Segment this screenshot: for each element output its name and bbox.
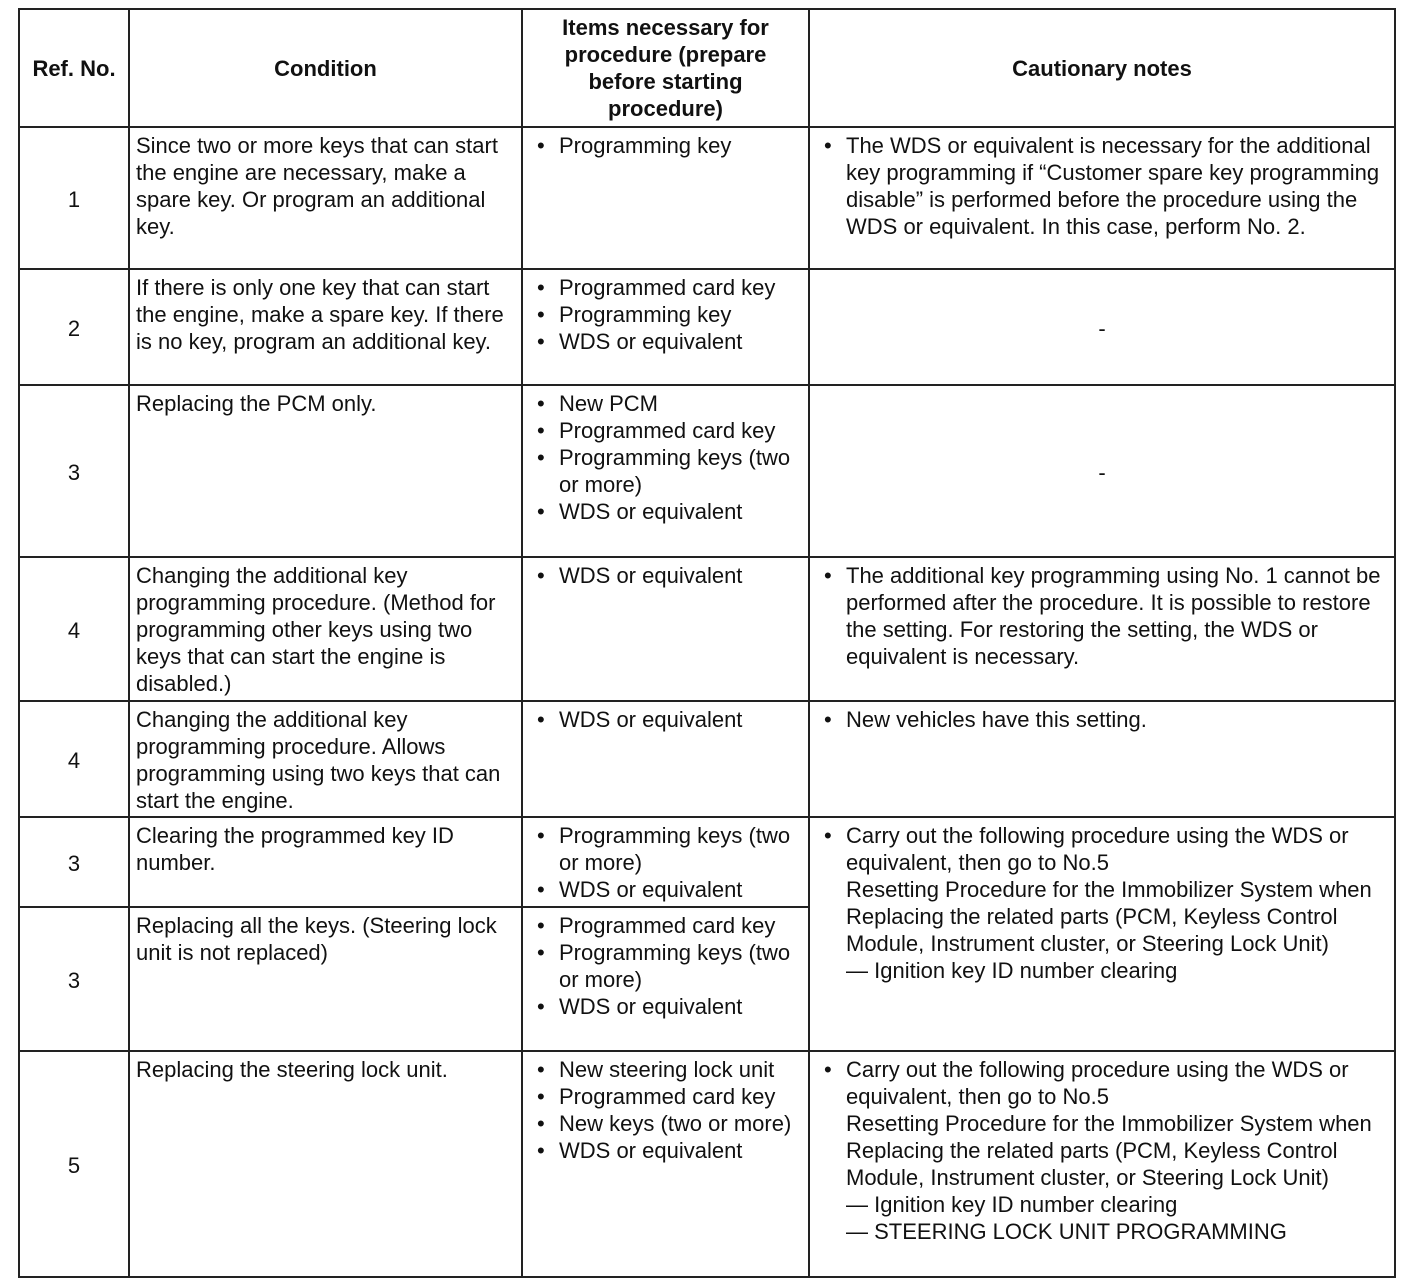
header-items: Items necessary for procedure (prepare before starting procedure) bbox=[522, 9, 809, 127]
list-item: • Programming keys (two or more) bbox=[529, 939, 802, 993]
header-condition: Condition bbox=[129, 9, 522, 127]
ref-no-cell: 3 bbox=[19, 907, 129, 1051]
items-cell bbox=[522, 127, 809, 269]
notes-cell: - bbox=[809, 269, 1395, 385]
list-item: • New PCM bbox=[529, 390, 802, 417]
notes-cell bbox=[809, 1051, 1395, 1277]
condition-cell: Since two or more keys that can start the engine are necessary, make a spare key. Or program an additional key. bbox=[129, 127, 522, 269]
notes-cell: - bbox=[809, 385, 1395, 557]
table-row bbox=[19, 127, 1395, 269]
list-item: • New vehicles have this setting. bbox=[816, 706, 1388, 733]
condition-cell: Replacing the steering lock unit. bbox=[129, 1051, 522, 1277]
condition-cell: If there is only one key that can start the engine, make a spare key. If there is no key, program an additional key. bbox=[129, 269, 522, 385]
note-line: Resetting Procedure for the Immobilizer System when Replacing the related parts (PCM, Keyless Control Module, Instrument cluster, or Steering Lock Unit) bbox=[846, 1111, 1372, 1190]
list-item: • Programmed card key bbox=[529, 912, 802, 939]
items-cell bbox=[522, 817, 809, 907]
ref-no-cell: 4 bbox=[19, 701, 129, 817]
list-item: • The WDS or equivalent is necessary for the additional key programming if “Customer spare key programming disable” is performed before the procedure using the WDS or equivalent. In this case, perform No. 2. bbox=[816, 132, 1388, 240]
ref-no-cell: 3 bbox=[19, 817, 129, 907]
list-item: • WDS or equivalent bbox=[529, 498, 802, 525]
note-line: Resetting Procedure for the Immobilizer System when Replacing the related parts (PCM, Keyless Control Module, Instrument cluster, or Steering Lock Unit) bbox=[846, 877, 1372, 956]
list-item: • WDS or equivalent bbox=[529, 328, 802, 355]
list-item: • Programmed card key bbox=[529, 417, 802, 444]
table-row bbox=[19, 701, 1395, 817]
list-item: • New steering lock unit bbox=[529, 1056, 802, 1083]
items-cell bbox=[522, 269, 809, 385]
notes-cell bbox=[809, 701, 1395, 817]
list-item: • The additional key programming using No. 1 cannot be performed after the procedure. It is possible to restore the setting. For restoring the setting, the WDS or equivalent is necessary. bbox=[816, 562, 1388, 670]
notes-cell bbox=[809, 557, 1395, 701]
note-line: — Ignition key ID number clearing bbox=[846, 1192, 1178, 1217]
items-cell bbox=[522, 557, 809, 701]
note-line: — Ignition key ID number clearing bbox=[846, 958, 1178, 983]
list-item: • Programming key bbox=[529, 132, 802, 159]
table-row bbox=[19, 1051, 1395, 1277]
items-cell bbox=[522, 1051, 809, 1277]
list-item: • Programming key bbox=[529, 301, 802, 328]
header-ref-no: Ref. No. bbox=[19, 9, 129, 127]
condition-cell: Replacing all the keys. (Steering lock unit is not replaced) bbox=[129, 907, 522, 1051]
items-cell bbox=[522, 907, 809, 1051]
note-line: — STEERING LOCK UNIT PROGRAMMING bbox=[846, 1219, 1287, 1244]
list-item: • Programming keys (two or more) bbox=[529, 822, 802, 876]
header-cautionary-notes: Cautionary notes bbox=[809, 9, 1395, 127]
table-header-row bbox=[19, 9, 1395, 127]
condition-cell: Changing the additional key programming procedure. Allows programming using two keys that can start the engine. bbox=[129, 701, 522, 817]
ref-no-cell: 1 bbox=[19, 127, 129, 269]
list-item: • Programmed card key bbox=[529, 274, 802, 301]
procedure-table bbox=[18, 8, 1396, 1278]
notes-cell bbox=[809, 127, 1395, 269]
list-item: • WDS or equivalent bbox=[529, 1137, 802, 1164]
list-item: • WDS or equivalent bbox=[529, 562, 802, 589]
list-item bbox=[816, 1056, 1388, 1245]
note-line: • Carry out the following procedure using the WDS or equivalent, then go to No.5 bbox=[846, 1057, 1349, 1109]
list-item: • Programmed card key bbox=[529, 1083, 802, 1110]
table-row bbox=[19, 385, 1395, 557]
table-row bbox=[19, 557, 1395, 701]
list-item: • WDS or equivalent bbox=[529, 706, 802, 733]
procedure-table-wrapper bbox=[18, 8, 1394, 1278]
ref-no-cell: 5 bbox=[19, 1051, 129, 1277]
condition-cell: Clearing the programmed key ID number. bbox=[129, 817, 522, 907]
list-item: • WDS or equivalent bbox=[529, 993, 802, 1020]
table-row bbox=[19, 269, 1395, 385]
list-item: • WDS or equivalent bbox=[529, 876, 802, 903]
list-item bbox=[816, 822, 1388, 984]
list-item: • New keys (two or more) bbox=[529, 1110, 802, 1137]
ref-no-cell: 2 bbox=[19, 269, 129, 385]
table-row bbox=[19, 817, 1395, 907]
ref-no-cell: 4 bbox=[19, 557, 129, 701]
items-cell bbox=[522, 701, 809, 817]
ref-no-cell: 3 bbox=[19, 385, 129, 557]
items-cell bbox=[522, 385, 809, 557]
list-item: • Programming keys (two or more) bbox=[529, 444, 802, 498]
condition-cell: Replacing the PCM only. bbox=[129, 385, 522, 557]
note-line: • Carry out the following procedure using the WDS or equivalent, then go to No.5 bbox=[846, 823, 1349, 875]
notes-cell bbox=[809, 817, 1395, 1051]
condition-cell: Changing the additional key programming procedure. (Method for programming other keys using two keys that can start the engine is disabled.) bbox=[129, 557, 522, 701]
